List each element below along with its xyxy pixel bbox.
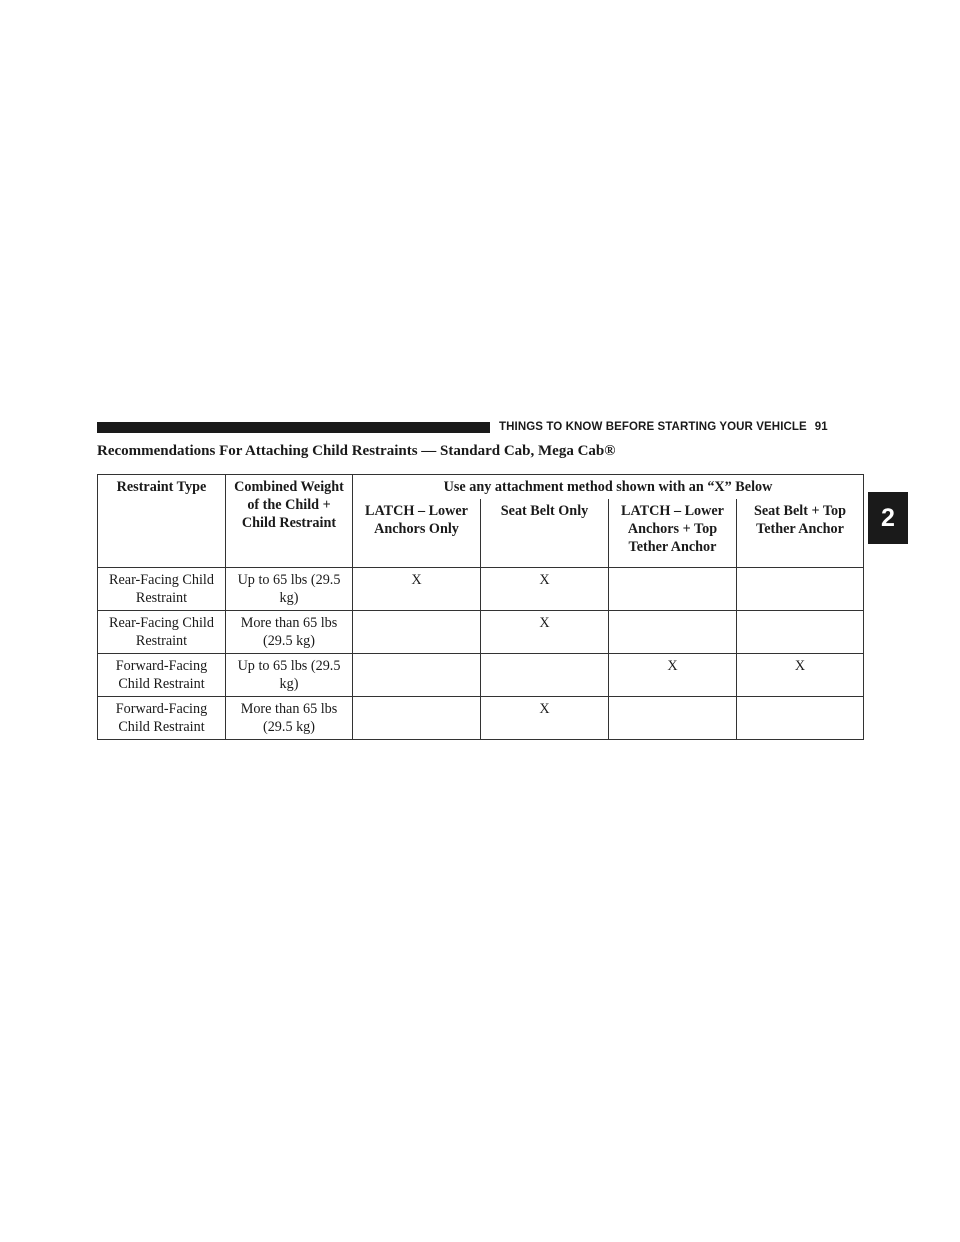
method-mark [609,611,737,654]
table-row [98,697,864,740]
header-rule [97,422,490,433]
section-tab[interactable]: 2 [868,492,908,544]
method-mark [353,611,481,654]
table-row [98,654,864,697]
method-mark: X [481,697,609,740]
weight-cell: More than 65 lbs (29.5 kg) [226,611,353,654]
weight-cell: Up to 65 lbs (29.5 kg) [226,654,353,697]
running-header [499,419,828,435]
header-method-belt-tether: Seat Belt + Top Tether Anchor [737,499,864,568]
weight-cell: Up to 65 lbs (29.5 kg) [226,568,353,611]
header-method-latch-lower: LATCH – Lower Anchors Only [353,499,481,568]
restraint-type-cell: Forward-Facing Child Restraint [98,697,226,740]
header-method-latch-tether: LATCH – Lower Anchors + Top Tether Anchor [609,499,737,568]
method-mark: X [353,568,481,611]
header-restraint-type: Restraint Type [98,475,226,568]
method-mark: X [481,568,609,611]
restraint-type-cell: Rear-Facing Child Restraint [98,611,226,654]
method-mark [353,654,481,697]
attachment-table [97,474,864,740]
method-mark [481,654,609,697]
restraint-type-cell: Forward-Facing Child Restraint [98,654,226,697]
method-mark [737,611,864,654]
page-number: 91 [814,421,828,433]
method-mark [737,697,864,740]
method-mark [353,697,481,740]
weight-cell: More than 65 lbs (29.5 kg) [226,697,353,740]
header-combined-weight: Combined Weight of the Child + Child Restraint [226,475,353,568]
method-mark [609,568,737,611]
method-mark [737,568,864,611]
restraint-type-cell: Rear-Facing Child Restraint [98,568,226,611]
running-title: THINGS TO KNOW BEFORE STARTING YOUR VEHICLE [499,421,807,433]
header-method-group: Use any attachment method shown with an “X” Below [353,475,864,500]
header-method-seat-belt: Seat Belt Only [481,499,609,568]
method-mark [609,697,737,740]
table-title: Recommendations For Attaching Child Restraints — Standard Cab, Mega Cab® [97,443,616,459]
table-row [98,611,864,654]
method-mark: X [609,654,737,697]
table-row [98,568,864,611]
method-mark: X [481,611,609,654]
method-mark: X [737,654,864,697]
